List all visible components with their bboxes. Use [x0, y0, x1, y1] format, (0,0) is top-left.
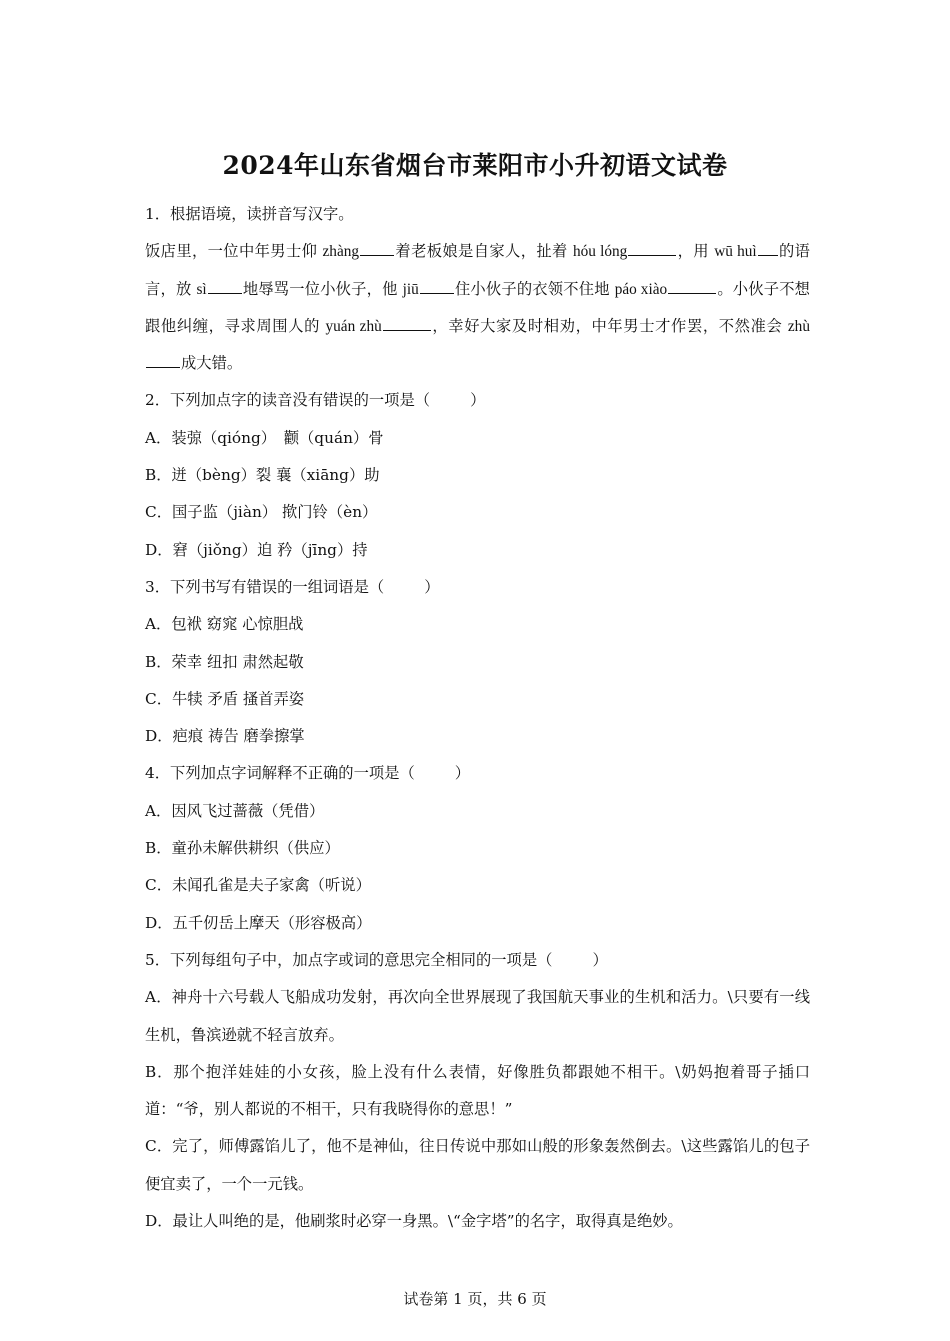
q2-option-c: C．国子监（jiàn） 揿门铃（èn）	[145, 503, 378, 522]
q3-option-d: D．疤痕 祷告 磨拳擦掌	[145, 727, 305, 746]
q5-option-d: D．最让人叫绝的是，他刷浆时必穿一身黑。\“金字塔”的名字，取得真是绝妙。	[145, 1212, 683, 1231]
answer-blank-2[interactable]	[628, 240, 676, 256]
q2-option-b: B．迸（bèng）裂 襄（xiāng）助	[145, 466, 380, 485]
q4-stem: 4．下列加点字词解释不正确的一项是（ ）	[145, 764, 471, 783]
page-footer: 试卷第 1 页，共 6 页	[403, 1290, 547, 1308]
q3-stem: 3．下列书写有错误的一组词语是（ ）	[145, 577, 440, 596]
page-title: 2024年山东省烟台市莱阳市小升初语文试卷	[222, 151, 728, 180]
pinyin-1: zhàng	[322, 243, 360, 261]
exam-body	[145, 196, 810, 1240]
pinyin-5: jiū	[402, 280, 419, 298]
q4-option-d: D．五千仞岳上摩天（形容极高）	[145, 913, 372, 932]
q1-passage: 饭店里，一位中年男士仰 zhàng 着老板娘是自家人，扯着 hóu lóng ，用 wū huì 的语言，放 sì 地辱骂一位小伙子，他 jiū 住小伙子的衣领不住地 páo xiào 。小伙子不想跟他纠缠，寻求周围人的 yuán zhù ，幸好大家及时相劝，中年男士才作罢，不然准会 zhù成大错。	[145, 242, 810, 373]
q4-option-b: B．童孙未解供耕织（供应）	[145, 839, 340, 858]
pinyin-3: wū huì	[714, 243, 757, 261]
q3-option-a: A．包袱 窈窕 心惊胆战	[145, 615, 304, 634]
q5-option-a: A．神舟十六号载人飞船成功发射，再次向全世界展现了我国航天事业的生机和活力。\只要有一线生机，鲁滨逊就不轻言放弃。	[145, 988, 810, 1044]
q5-option-c: C．完了，师傅露馅儿了，他不是神仙，往日传说中那如山般的形象轰然倒去。\这些露馅儿的包子便宜卖了，一个一元钱。	[145, 1137, 810, 1193]
pinyin-7: yuán zhù	[325, 317, 382, 335]
answer-blank-4[interactable]	[208, 278, 242, 294]
answer-blank-3[interactable]	[758, 240, 778, 256]
q2-stem: 2．下列加点字的读音没有错误的一项是（ ）	[145, 391, 486, 410]
pinyin-6: páo xiào	[614, 280, 668, 298]
answer-blank-7[interactable]	[383, 315, 431, 331]
pinyin-8: zhù	[787, 317, 810, 335]
q2-option-d: D．窘（jiǒng）迫 矜（jīng）持	[145, 540, 368, 559]
q4-option-a: A．因风飞过蔷薇（凭借）	[145, 801, 325, 820]
pinyin-4: sì	[196, 280, 207, 298]
answer-blank-1[interactable]	[360, 240, 394, 256]
pinyin-2: hóu lóng	[572, 243, 628, 261]
q1-stem: 1．根据语境，读拼音写汉字。	[145, 205, 354, 223]
q3-option-b: B．荣幸 纽扣 肃然起敬	[145, 652, 304, 671]
answer-blank-8[interactable]	[146, 352, 180, 368]
q5-option-b: B．那个抱洋娃娃的小女孩，脸上没有什么表情，好像胜负都跟她不相干。\奶妈抱着哥子插口道：“爷，别人都说的不相干，只有我晓得你的意思！”	[145, 1062, 810, 1119]
answer-blank-6[interactable]	[668, 278, 716, 294]
q2-option-a: A．装弶（qióng） 颧（quán）骨	[145, 428, 384, 447]
q4-option-c: C．未闻孔雀是夫子家禽（听说）	[145, 876, 371, 895]
q3-option-c: C．牛犊 矛盾 搔首弄姿	[145, 689, 305, 708]
q5-stem: 5．下列每组句子中，加点字或词的意思完全相同的一项是（ ）	[145, 950, 608, 969]
answer-blank-5[interactable]	[420, 278, 454, 294]
